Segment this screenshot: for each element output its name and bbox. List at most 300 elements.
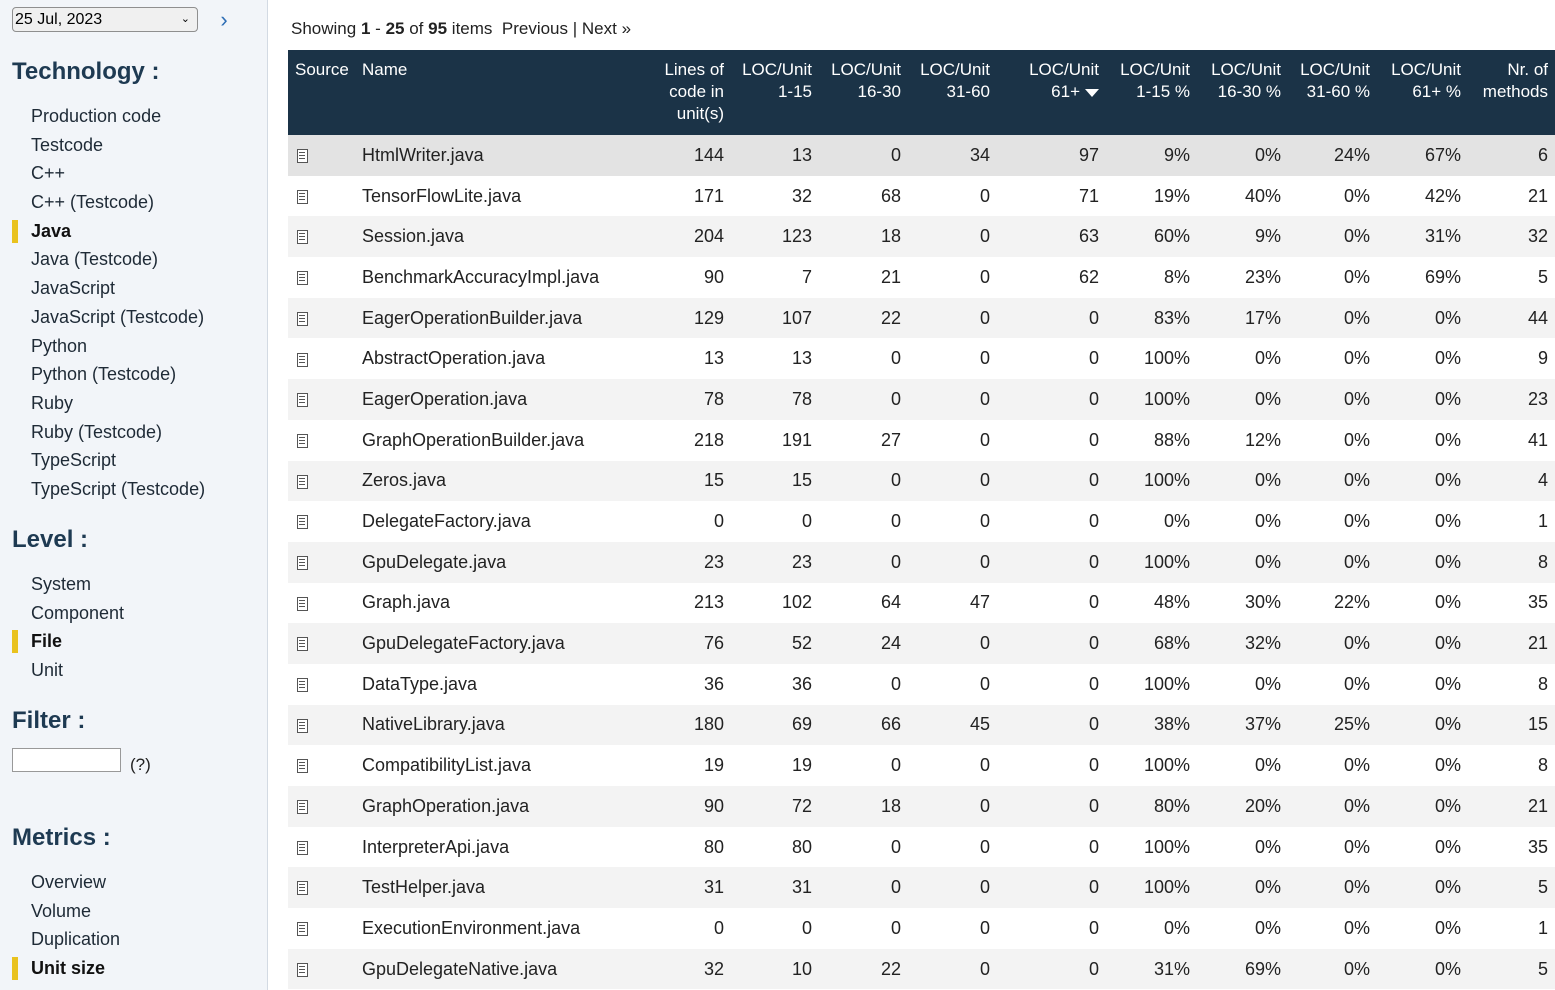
metric-cell: 0 bbox=[890, 348, 901, 369]
document-icon[interactable] bbox=[297, 963, 308, 977]
metric-cell: 24 bbox=[880, 633, 901, 654]
table-row[interactable] bbox=[288, 338, 1555, 379]
table-body bbox=[288, 135, 1555, 989]
metric-cell: 0% bbox=[1434, 388, 1461, 409]
metric-cell: 0 bbox=[1088, 470, 1099, 491]
document-icon[interactable] bbox=[297, 434, 308, 448]
metric-cell: 0 bbox=[979, 633, 990, 654]
metric-cell: 21 bbox=[1527, 633, 1548, 654]
metric-cell: 1 bbox=[1537, 917, 1548, 938]
file-name-cell: HtmlWriter.java bbox=[362, 144, 484, 165]
metric-cell: 76 bbox=[703, 633, 724, 654]
previous-link[interactable]: Previous bbox=[501, 19, 569, 38]
source-cell[interactable] bbox=[288, 257, 355, 298]
chevron-right-icon[interactable]: › bbox=[220, 7, 228, 32]
metric-cell: 191 bbox=[781, 429, 812, 450]
file-name-cell: ExecutionEnvironment.java bbox=[362, 917, 581, 938]
metric-cell: 60% bbox=[1153, 226, 1190, 247]
table-row[interactable] bbox=[288, 176, 1555, 217]
metric-cell: 68 bbox=[880, 185, 901, 206]
metric-cell: 0% bbox=[1343, 266, 1370, 287]
metric-cell: 0% bbox=[1343, 226, 1370, 247]
column-header-6[interactable] bbox=[997, 50, 1106, 135]
source-cell[interactable] bbox=[288, 867, 355, 908]
technology-item-python-testcode[interactable]: Python (Testcode) bbox=[31, 364, 177, 385]
metric-cell: 19 bbox=[703, 755, 724, 776]
metric-cell: 0 bbox=[890, 673, 901, 694]
source-cell[interactable] bbox=[288, 745, 355, 786]
metric-cell: 69 bbox=[791, 714, 812, 735]
document-icon[interactable] bbox=[297, 719, 308, 733]
source-cell[interactable] bbox=[288, 623, 355, 664]
source-cell[interactable] bbox=[288, 583, 355, 624]
metric-cell: 171 bbox=[693, 185, 724, 206]
source-cell[interactable] bbox=[288, 908, 355, 949]
metric-cell: 0% bbox=[1343, 348, 1370, 369]
chevron-down-icon: ⌄ bbox=[180, 13, 190, 25]
technology-item-javascript[interactable]: JavaScript bbox=[31, 278, 116, 299]
metric-cell: 0 bbox=[1088, 551, 1099, 572]
file-name-cell: NativeLibrary.java bbox=[362, 714, 505, 735]
column-header-9[interactable] bbox=[1288, 50, 1377, 135]
metric-cell: 41 bbox=[1527, 429, 1548, 450]
metric-cell: 0 bbox=[979, 795, 990, 816]
technology-item-testcode[interactable]: Testcode bbox=[31, 134, 104, 155]
metric-cell: 0% bbox=[1434, 633, 1461, 654]
metric-cell: 9 bbox=[1537, 348, 1548, 369]
metric-cell: 0 bbox=[979, 470, 990, 491]
metric-cell: 0 bbox=[1088, 388, 1099, 409]
metric-cell: 38% bbox=[1153, 714, 1190, 735]
source-cell[interactable] bbox=[288, 420, 355, 461]
technology-item-java-testcode[interactable]: Java (Testcode) bbox=[31, 249, 159, 270]
table-row[interactable] bbox=[288, 745, 1555, 786]
document-icon[interactable] bbox=[297, 922, 308, 936]
metric-cell: 0% bbox=[1434, 917, 1461, 938]
metric-cell: 23 bbox=[703, 551, 724, 572]
technology-item-typescript-testcode[interactable]: TypeScript (Testcode) bbox=[31, 478, 206, 499]
metric-cell: 0 bbox=[890, 877, 901, 898]
source-cell[interactable] bbox=[288, 379, 355, 420]
metric-cell: 0% bbox=[1343, 185, 1370, 206]
metric-cell: 0% bbox=[1254, 551, 1281, 572]
level-item-system[interactable]: System bbox=[31, 574, 92, 594]
metric-cell: 0% bbox=[1343, 551, 1370, 572]
metric-cell: 1 bbox=[1537, 511, 1548, 532]
metric-cell: 83% bbox=[1153, 307, 1190, 328]
metric-cell: 13 bbox=[703, 348, 724, 369]
metric-cell: 0% bbox=[1434, 795, 1461, 816]
metric-cell: 15 bbox=[791, 470, 812, 491]
metric-cell: 213 bbox=[693, 592, 724, 613]
metric-cell: 0% bbox=[1343, 917, 1370, 938]
metric-cell: 20% bbox=[1244, 795, 1281, 816]
metric-cell: 180 bbox=[693, 714, 724, 735]
metric-cell: 63 bbox=[1078, 226, 1099, 247]
file-name-cell: DataType.java bbox=[362, 673, 478, 694]
metric-cell: 5 bbox=[1537, 266, 1548, 287]
metric-cell: 35 bbox=[1527, 836, 1548, 857]
metric-cell: 0% bbox=[1163, 511, 1190, 532]
metric-cell: 8 bbox=[1537, 551, 1548, 572]
metric-cell: 100% bbox=[1143, 348, 1190, 369]
column-header-0[interactable] bbox=[288, 50, 355, 135]
metric-cell: 31 bbox=[791, 877, 812, 898]
table-row[interactable] bbox=[288, 664, 1555, 705]
metric-cell: 62 bbox=[1078, 266, 1099, 287]
table-row[interactable] bbox=[288, 583, 1555, 624]
pager-from: 1 bbox=[360, 19, 371, 38]
metric-cell: 0 bbox=[1088, 714, 1099, 735]
metric-cell: 0% bbox=[1343, 755, 1370, 776]
technology-item-javascript-testcode[interactable]: JavaScript (Testcode) bbox=[31, 306, 205, 327]
table-row[interactable] bbox=[288, 786, 1555, 827]
sort-desc-icon[interactable] bbox=[1085, 89, 1099, 97]
metric-cell: 7 bbox=[801, 266, 812, 287]
metric-cell: 0% bbox=[1434, 429, 1461, 450]
metric-cell: 0 bbox=[979, 958, 990, 979]
table-row[interactable] bbox=[288, 705, 1555, 746]
metric-cell: 22 bbox=[880, 958, 901, 979]
metric-cell: 18 bbox=[880, 226, 901, 247]
technology-item-c[interactable]: C++ bbox=[31, 163, 66, 184]
pager-total: 95 bbox=[428, 19, 448, 38]
metric-cell: 0 bbox=[1088, 429, 1099, 450]
metric-cell: 0% bbox=[1254, 836, 1281, 857]
metric-cell: 0 bbox=[979, 429, 990, 450]
metric-cell: 22% bbox=[1333, 592, 1370, 613]
source-cell[interactable] bbox=[288, 461, 355, 502]
file-name-cell: Zeros.java bbox=[362, 470, 447, 491]
metric-cell: 0 bbox=[801, 917, 812, 938]
metric-cell: 0% bbox=[1254, 511, 1281, 532]
table-row[interactable] bbox=[288, 501, 1555, 542]
metric-cell: 0 bbox=[890, 836, 901, 857]
metric-cell: 0% bbox=[1343, 795, 1370, 816]
metric-cell: 48% bbox=[1153, 592, 1190, 613]
column-header-5[interactable] bbox=[908, 50, 997, 135]
metrics-item-unit-size[interactable]: Unit size bbox=[0, 954, 260, 983]
metric-cell: 0 bbox=[1088, 511, 1099, 532]
metric-cell: 0 bbox=[979, 877, 990, 898]
metric-cell: 0 bbox=[1088, 633, 1099, 654]
metric-cell: 0% bbox=[1254, 877, 1281, 898]
table-row[interactable] bbox=[288, 623, 1555, 664]
metric-cell: 0% bbox=[1343, 307, 1370, 328]
metric-cell: 0 bbox=[1088, 307, 1099, 328]
document-icon[interactable] bbox=[297, 881, 308, 895]
level-item-unit[interactable]: Unit bbox=[31, 660, 64, 681]
metric-cell: 0% bbox=[1434, 836, 1461, 857]
metric-cell: 40% bbox=[1244, 185, 1281, 206]
source-cell[interactable] bbox=[288, 135, 355, 176]
document-icon[interactable] bbox=[297, 190, 308, 204]
pager-items: items bbox=[451, 19, 493, 38]
table-row[interactable] bbox=[288, 135, 1555, 176]
file-name-cell: InterpreterApi.java bbox=[362, 836, 510, 857]
metric-cell: 0 bbox=[713, 917, 724, 938]
metric-cell: 34 bbox=[969, 144, 990, 165]
metric-cell: 0% bbox=[1254, 388, 1281, 409]
metric-cell: 66 bbox=[880, 714, 901, 735]
document-icon[interactable] bbox=[297, 800, 308, 814]
metric-cell: 10 bbox=[791, 958, 812, 979]
technology-item-ruby[interactable]: Ruby bbox=[31, 392, 74, 413]
metric-cell: 0 bbox=[979, 307, 990, 328]
level-item-file[interactable]: File bbox=[0, 627, 260, 656]
metric-cell: 0% bbox=[1343, 958, 1370, 979]
metrics-item-duplication[interactable]: Duplication bbox=[31, 929, 121, 950]
metric-cell: 0% bbox=[1434, 470, 1461, 491]
metric-cell: 0% bbox=[1343, 633, 1370, 654]
metric-cell: 69% bbox=[1424, 266, 1461, 287]
metric-cell: 90 bbox=[703, 266, 724, 287]
metric-cell: 0 bbox=[979, 551, 990, 572]
metric-cell: 47 bbox=[969, 592, 990, 613]
metric-cell: 0% bbox=[1254, 917, 1281, 938]
metric-cell: 0% bbox=[1343, 877, 1370, 898]
column-header-label: LOC/Unit 61+ % bbox=[1391, 60, 1461, 101]
metric-cell: 13 bbox=[791, 144, 812, 165]
file-name-cell: TestHelper.java bbox=[362, 877, 486, 898]
source-cell[interactable] bbox=[288, 338, 355, 379]
column-header-8[interactable] bbox=[1197, 50, 1288, 135]
metric-cell: 18 bbox=[880, 795, 901, 816]
metric-cell: 80 bbox=[791, 836, 812, 857]
table-row[interactable] bbox=[288, 216, 1555, 257]
next-link[interactable]: Next » bbox=[581, 19, 632, 38]
metric-cell: 123 bbox=[781, 226, 812, 247]
metric-cell: 0% bbox=[1434, 714, 1461, 735]
metric-cell: 0 bbox=[979, 511, 990, 532]
metric-cell: 0% bbox=[1254, 144, 1281, 165]
column-header-11[interactable] bbox=[1468, 50, 1555, 135]
metric-cell: 23 bbox=[791, 551, 812, 572]
metric-cell: 44 bbox=[1527, 307, 1548, 328]
source-cell[interactable] bbox=[288, 786, 355, 827]
source-cell[interactable] bbox=[288, 501, 355, 542]
metric-cell: 0 bbox=[890, 144, 901, 165]
document-icon[interactable] bbox=[297, 678, 308, 692]
metric-cell: 80 bbox=[703, 836, 724, 857]
metric-cell: 100% bbox=[1143, 836, 1190, 857]
source-cell[interactable] bbox=[288, 827, 355, 868]
metrics-item-volume[interactable]: Volume bbox=[31, 900, 92, 921]
metric-cell: 0 bbox=[979, 348, 990, 369]
filter-input[interactable] bbox=[12, 748, 121, 772]
metric-cell: 68% bbox=[1153, 633, 1190, 654]
metric-cell: 35 bbox=[1527, 592, 1548, 613]
file-name-cell: TensorFlowLite.java bbox=[362, 185, 522, 206]
column-header-label: LOC/Unit 16-30 bbox=[831, 60, 901, 101]
metric-cell: 90 bbox=[703, 795, 724, 816]
technology-item-python[interactable]: Python bbox=[31, 335, 88, 356]
table-row[interactable] bbox=[288, 379, 1555, 420]
metric-cell: 0% bbox=[1343, 673, 1370, 694]
source-cell[interactable] bbox=[288, 542, 355, 583]
file-name-cell: EagerOperationBuilder.java bbox=[362, 307, 583, 328]
document-icon[interactable] bbox=[297, 515, 308, 529]
metric-cell: 0 bbox=[1088, 795, 1099, 816]
column-header-label: LOC/Unit 31-60 bbox=[920, 60, 990, 101]
document-icon[interactable] bbox=[297, 230, 308, 244]
document-icon[interactable] bbox=[297, 841, 308, 855]
technology-item-ruby-testcode[interactable]: Ruby (Testcode) bbox=[31, 421, 163, 442]
table-row[interactable] bbox=[288, 908, 1555, 949]
filter-help-link[interactable]: (?) bbox=[130, 755, 151, 774]
metrics-title: Metrics : bbox=[12, 824, 111, 851]
metric-cell: 0% bbox=[1434, 511, 1461, 532]
metric-cell: 0 bbox=[979, 673, 990, 694]
metric-cell: 32% bbox=[1244, 633, 1281, 654]
level-list bbox=[0, 570, 260, 685]
column-header-2[interactable] bbox=[653, 50, 731, 135]
source-cell[interactable] bbox=[288, 705, 355, 746]
metric-cell: 97 bbox=[1078, 144, 1099, 165]
metric-cell: 0% bbox=[1434, 673, 1461, 694]
metric-cell: 0% bbox=[1343, 470, 1370, 491]
metric-cell: 0% bbox=[1163, 917, 1190, 938]
column-header-3[interactable] bbox=[731, 50, 819, 135]
metric-cell: 107 bbox=[781, 307, 812, 328]
column-header-label: Nr. of methods bbox=[1482, 60, 1548, 101]
metric-cell: 0% bbox=[1434, 958, 1461, 979]
metric-cell: 0 bbox=[1088, 917, 1099, 938]
column-header-10[interactable] bbox=[1377, 50, 1468, 135]
file-name-cell: AbstractOperation.java bbox=[362, 348, 546, 369]
table-row[interactable] bbox=[288, 298, 1555, 339]
column-header-label: LOC/Unit 1-15 % bbox=[1120, 60, 1190, 101]
file-name-cell: GraphOperation.java bbox=[362, 795, 530, 816]
table-row[interactable] bbox=[288, 867, 1555, 908]
column-header-1[interactable] bbox=[355, 50, 653, 135]
file-name-cell: DelegateFactory.java bbox=[362, 511, 531, 532]
file-name-cell: GraphOperationBuilder.java bbox=[362, 429, 585, 450]
level-item-component[interactable]: Component bbox=[31, 602, 125, 623]
metric-cell: 0 bbox=[1088, 877, 1099, 898]
metric-cell: 0% bbox=[1434, 551, 1461, 572]
metric-cell: 0 bbox=[890, 755, 901, 776]
metric-cell: 0% bbox=[1343, 388, 1370, 409]
metric-cell: 13 bbox=[791, 348, 812, 369]
metric-cell: 45 bbox=[969, 714, 990, 735]
table-row[interactable] bbox=[288, 461, 1555, 502]
metric-cell: 21 bbox=[880, 266, 901, 287]
source-cell[interactable] bbox=[288, 216, 355, 257]
table-row[interactable] bbox=[288, 827, 1555, 868]
metric-cell: 36 bbox=[703, 673, 724, 694]
metric-cell: 23% bbox=[1244, 266, 1281, 287]
table-row[interactable] bbox=[288, 257, 1555, 298]
metric-cell: 15 bbox=[1527, 714, 1548, 735]
metric-cell: 0 bbox=[979, 185, 990, 206]
file-name-cell: GpuDelegate.java bbox=[362, 551, 507, 572]
metric-cell: 30% bbox=[1244, 592, 1281, 613]
metric-cell: 0% bbox=[1343, 511, 1370, 532]
document-icon[interactable] bbox=[297, 312, 308, 326]
date-select[interactable] bbox=[12, 7, 198, 32]
table-row[interactable] bbox=[288, 949, 1555, 990]
metric-cell: 129 bbox=[693, 307, 724, 328]
column-header-7[interactable] bbox=[1106, 50, 1197, 135]
metric-cell: 8 bbox=[1537, 673, 1548, 694]
metric-cell: 0 bbox=[1088, 592, 1099, 613]
metric-cell: 0 bbox=[979, 226, 990, 247]
metric-cell: 6 bbox=[1537, 144, 1548, 165]
column-header-label: LOC/Unit 31-60 % bbox=[1300, 60, 1370, 101]
document-icon[interactable] bbox=[297, 353, 308, 367]
metric-cell: 0 bbox=[979, 266, 990, 287]
metric-cell: 0 bbox=[890, 917, 901, 938]
source-cell[interactable] bbox=[288, 298, 355, 339]
column-header-4[interactable] bbox=[819, 50, 908, 135]
metric-cell: 12% bbox=[1244, 429, 1281, 450]
metric-cell: 71 bbox=[1078, 185, 1099, 206]
document-icon[interactable] bbox=[297, 149, 308, 163]
metric-cell: 100% bbox=[1143, 388, 1190, 409]
metric-cell: 78 bbox=[791, 388, 812, 409]
metric-cell: 78 bbox=[703, 388, 724, 409]
source-cell[interactable] bbox=[288, 949, 355, 990]
metric-cell: 64 bbox=[880, 592, 901, 613]
metric-cell: 15 bbox=[703, 470, 724, 491]
metric-cell: 9% bbox=[1163, 144, 1190, 165]
technology-item-production-code[interactable]: Production code bbox=[31, 106, 162, 126]
file-name-cell: CompatibilityList.java bbox=[362, 755, 532, 776]
file-name-cell: BenchmarkAccuracyImpl.java bbox=[362, 266, 600, 287]
metric-cell: 72 bbox=[791, 795, 812, 816]
metrics-item-overview[interactable]: Overview bbox=[31, 872, 107, 892]
technology-item-c-testcode[interactable]: C++ (Testcode) bbox=[31, 192, 155, 213]
metric-cell: 0 bbox=[1088, 755, 1099, 776]
metric-cell: 100% bbox=[1143, 877, 1190, 898]
metric-cell: 0% bbox=[1434, 307, 1461, 328]
metric-cell: 88% bbox=[1153, 429, 1190, 450]
metric-cell: 0 bbox=[979, 836, 990, 857]
metrics-list bbox=[0, 868, 260, 983]
file-name-cell: Session.java bbox=[362, 226, 465, 247]
metric-cell: 0 bbox=[1088, 958, 1099, 979]
metric-cell: 0% bbox=[1434, 877, 1461, 898]
document-icon[interactable] bbox=[297, 759, 308, 773]
metric-cell: 25% bbox=[1333, 714, 1370, 735]
document-icon[interactable] bbox=[297, 556, 308, 570]
metric-cell: 100% bbox=[1143, 673, 1190, 694]
source-cell[interactable] bbox=[288, 176, 355, 217]
technology-title: Technology : bbox=[12, 58, 160, 85]
level-title: Level : bbox=[12, 526, 89, 553]
metric-cell: 0 bbox=[890, 511, 901, 532]
document-icon[interactable] bbox=[297, 271, 308, 285]
document-icon[interactable] bbox=[297, 597, 308, 611]
document-icon[interactable] bbox=[297, 637, 308, 651]
metric-cell: 42% bbox=[1424, 185, 1461, 206]
metric-cell: 0% bbox=[1434, 348, 1461, 369]
technology-item-typescript[interactable]: TypeScript bbox=[31, 450, 117, 471]
pager-showing: Showing bbox=[291, 19, 357, 38]
metric-cell: 5 bbox=[1537, 958, 1548, 979]
document-icon[interactable] bbox=[297, 393, 308, 407]
document-icon[interactable] bbox=[297, 475, 308, 489]
table-row[interactable] bbox=[288, 542, 1555, 583]
table-header-row bbox=[288, 50, 1555, 135]
source-cell[interactable] bbox=[288, 664, 355, 705]
sidebar bbox=[0, 0, 268, 990]
pager-of: of bbox=[409, 19, 424, 38]
table-row[interactable] bbox=[288, 420, 1555, 461]
technology-item-java[interactable]: Java bbox=[0, 217, 260, 246]
column-header-label: LOC/Unit 1-15 bbox=[742, 60, 812, 101]
